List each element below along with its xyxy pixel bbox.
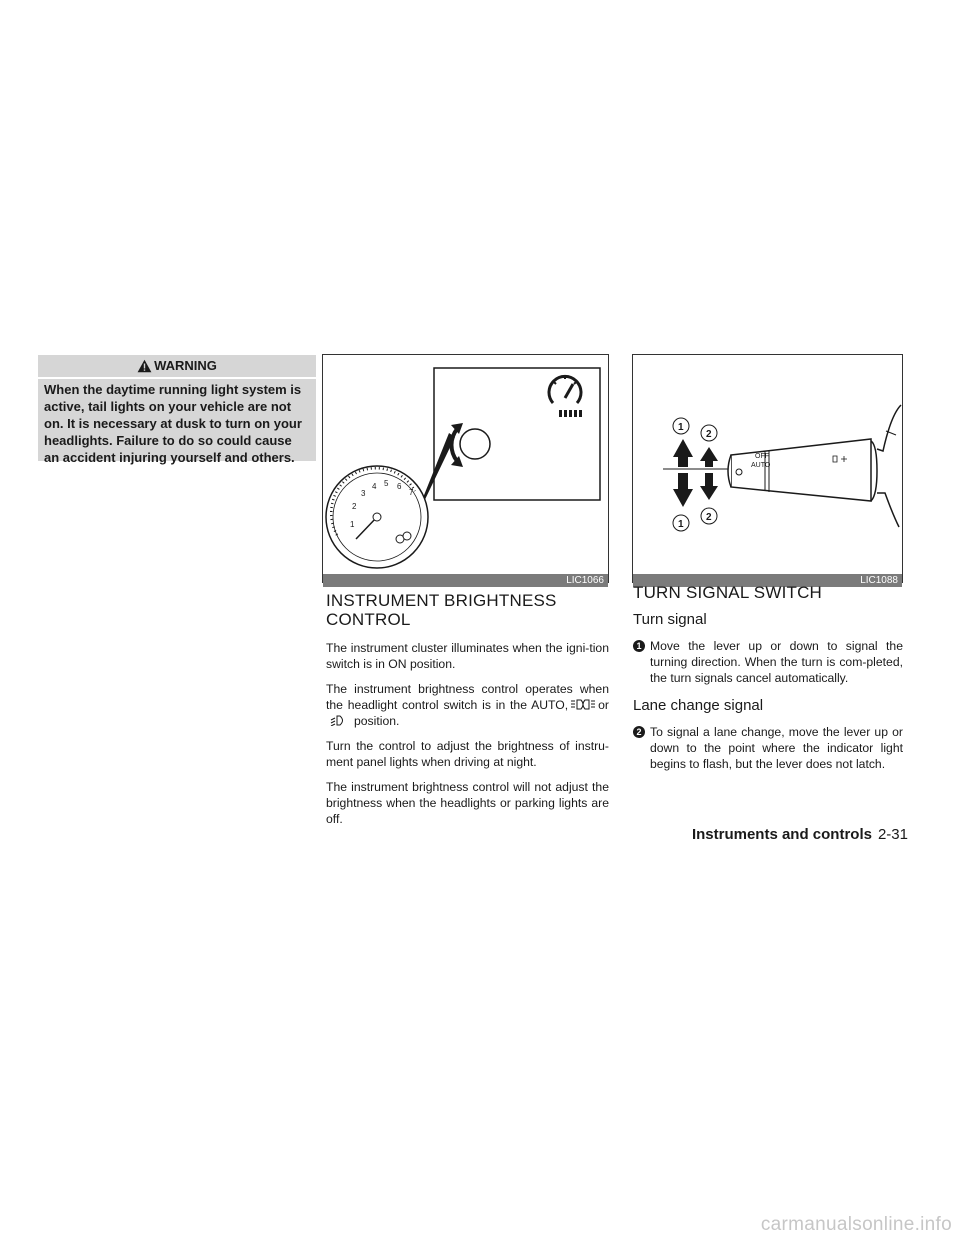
headlight-symbol-icon — [329, 715, 351, 726]
warning-line: active, tail lights on your vehicle are not — [44, 399, 292, 414]
arrow-down-1-icon — [673, 473, 693, 507]
item-number-badge: 2 — [633, 726, 645, 738]
callout-2-down — [701, 508, 717, 524]
paragraph: The instrument brightness control operates when the headlight control switch is in the AUTO, orposition. — [326, 682, 609, 728]
page-number: 2-31 — [877, 826, 908, 843]
numbered-item — [633, 724, 903, 772]
stalk-off-label: OFF — [755, 453, 769, 460]
section-title: TURN SIGNAL SWITCH — [633, 583, 823, 602]
warning-line: When the daytime running light system is — [44, 382, 302, 397]
arrow-down-2-icon — [700, 473, 718, 500]
warning-heading — [38, 355, 316, 377]
paragraph: The instrument cluster illuminates when the igni-tion switch is in ON position. — [326, 641, 609, 671]
brightness-illustration — [323, 355, 608, 569]
svg-text:1: 1 — [678, 422, 684, 433]
arrow-up-1-icon — [673, 439, 693, 467]
footer-section-title: Instruments and controls — [691, 826, 872, 843]
warning-line: headlights. Failure to do so could cause — [44, 433, 292, 448]
gauge-number: 3 — [361, 489, 366, 498]
subsection-title: Lane change signal — [633, 697, 764, 714]
watermark: carmanualsonline.info — [760, 1214, 952, 1235]
svg-text:1: 1 — [678, 519, 684, 530]
svg-text:2: 2 — [706, 429, 712, 440]
auto-light-symbol-icon — [570, 699, 596, 710]
paragraph: The instrument brightness control will not adjust the brightness when the headlights or parking lights are off. — [326, 780, 609, 826]
turn-signal-lever — [731, 439, 871, 501]
subsection-title: Turn signal — [633, 611, 707, 628]
warning-triangle-icon — [137, 359, 152, 373]
warning-line: on. It is necessary at dusk to turn on your — [44, 416, 302, 431]
callout-2-up — [701, 425, 717, 441]
gauge-number: 5 — [384, 479, 389, 488]
item-number-badge: 1 — [633, 640, 645, 652]
gauge-number: 2 — [352, 502, 357, 511]
svg-text:2: 2 — [706, 512, 712, 523]
callout-1-up — [673, 418, 689, 434]
paragraph: Turn the control to adjust the brightness of instru-ment panel lights when driving at night. — [326, 739, 609, 769]
gauge-number: 4 — [372, 482, 377, 491]
gauge-number: 7 — [409, 488, 414, 497]
callout-1-down — [673, 515, 689, 531]
speedometer-gauge — [326, 466, 428, 568]
figure-code: LIC1088 — [633, 574, 902, 587]
turn-signal-section — [633, 583, 903, 772]
brightness-figure — [322, 354, 609, 586]
item-text: Move the lever up or down to signal the turning direction. When the turn is com-pleted, the turn signals cancel automatically. — [650, 639, 903, 685]
gauge-number: 1 — [350, 520, 355, 529]
item-text: To signal a lane change, move the lever up or down to the point where the indicator light begins to flash, but the lever does not latch. — [650, 725, 903, 771]
warning-line: an accident injuring yourself and others. — [44, 450, 295, 465]
turn-signal-figure — [632, 354, 903, 586]
numbered-item — [633, 638, 903, 686]
page-footer — [628, 826, 908, 844]
warning-heading-text: WARNING — [154, 358, 217, 373]
warning-body — [38, 379, 316, 465]
arrow-up-2-icon — [700, 447, 718, 467]
turn-signal-illustration — [633, 355, 902, 569]
gauge-number: 6 — [397, 482, 402, 491]
stalk-auto-label: AUTO — [751, 462, 771, 469]
figure-code: LIC1066 — [323, 574, 608, 587]
section-title: INSTRUMENT BRIGHTNESS CONTROL — [326, 591, 557, 629]
brightness-section — [326, 591, 609, 827]
brightness-knob — [460, 429, 490, 459]
